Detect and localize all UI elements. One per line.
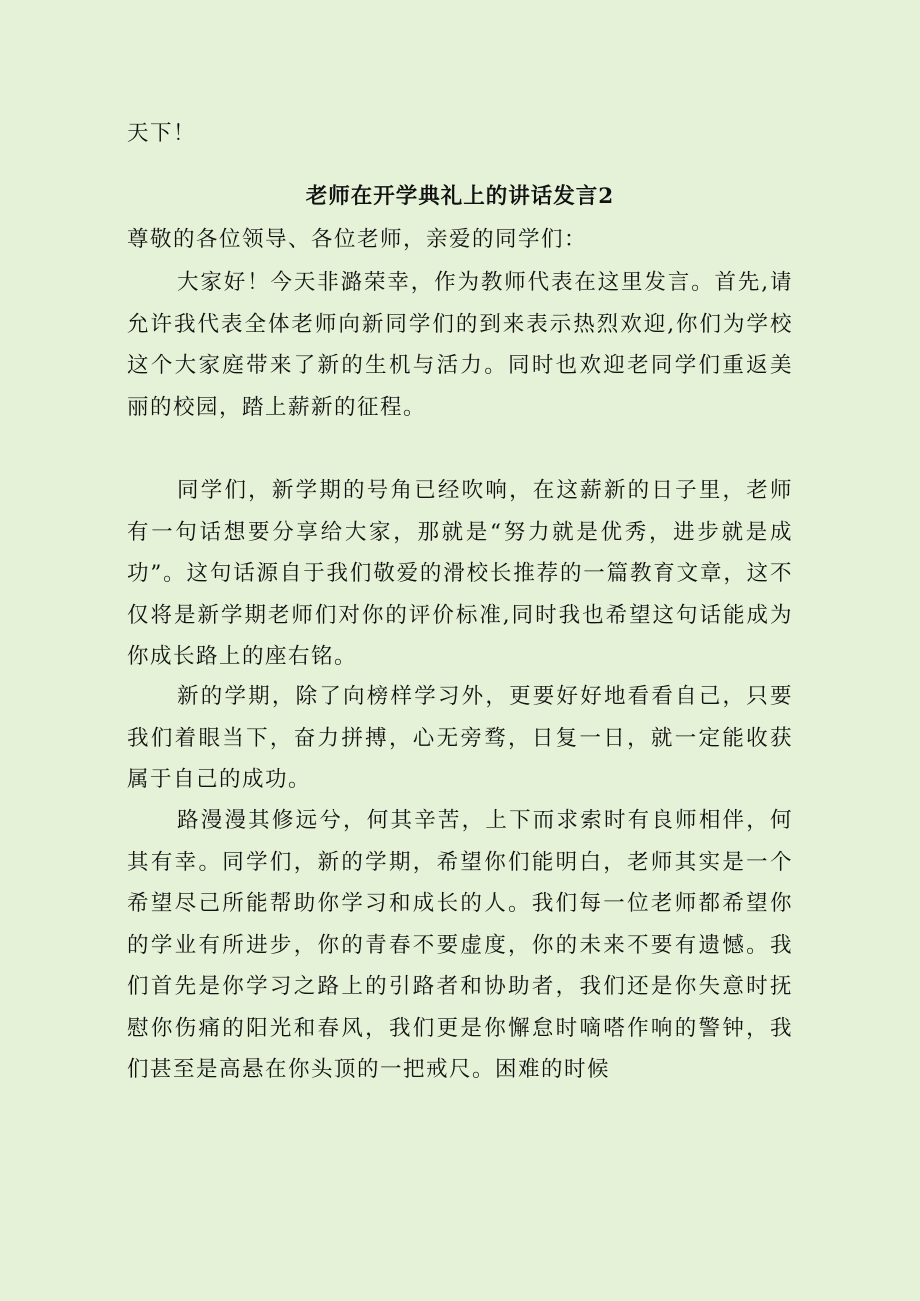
document-title: 老师在开学典礼上的讲话发言2 [305, 184, 615, 209]
salutation-line: 尊敬的各位领导、各位老师，亲爱的同学们： [127, 227, 588, 252]
paragraph-1: 大家好！今天非潞荣幸，作为教师代表在这里发言。首先,请允许我代表全体老师向新同学们的到来表示热烈欢迎,你们为学校这个大家庭带来了新的生机与活力。同时也欢迎老同学们重返美丽的校园，踏上薪新的征程。 [127, 270, 793, 420]
continued-text-line: 天下！ [127, 121, 197, 146]
paragraph-3: 新的学期，除了向榜样学习外，更要好好地看看自己，只要我们着眼当下，奋力拼搏，心无旁骛，日复一日，就一定能收获属于自己的成功。 [127, 684, 793, 792]
paragraph-2: 同学们，新学期的号角已经吹响，在这薪新的日子里，老师有一句话想要分享给大家，那就是“努力就是优秀，进步就是成功”。这句话源自于我们敬爱的滑校长推荐的一篇教育文章，这不仅将是新学期老师们对你的评价标准,同时我也希望这句话能成为你成长路上的座右铭。 [127, 478, 793, 669]
paragraph-4: 路漫漫其修远兮，何其辛苦，上下而求索时有良师相伴，何其有幸。同学们，新的学期，希望你们能明白，老师其实是一个希望尽己所能帮助你学习和成长的人。我们每一位老师都希望你的学业有所进步，你的青春不要虚度，你的未来不要有遗憾。我们首先是你学习之路上的引路者和协助者，我们还是你失意时抚慰你伤痛的阳光和春风，我们更是你懈怠时嘀嗒作响的警钟，我们甚至是高悬在你头顶的一把戒尺。困难的时候 [127, 808, 793, 1082]
